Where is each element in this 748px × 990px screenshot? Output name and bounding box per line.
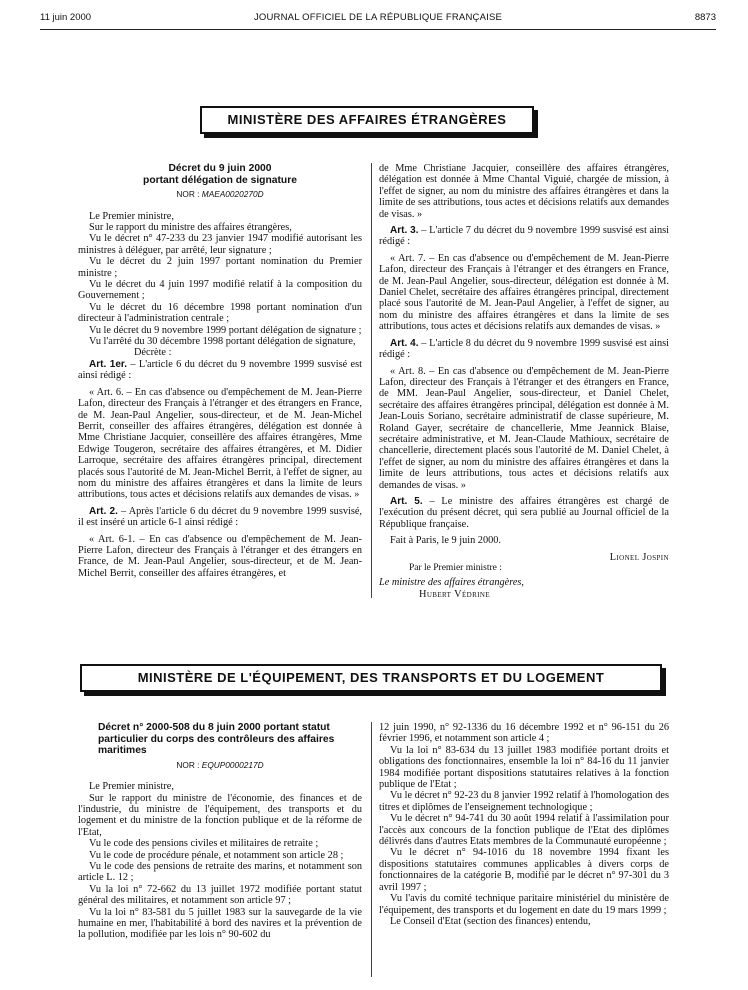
- article-2: [78, 506, 362, 529]
- page-number: 8873: [694, 12, 716, 23]
- running-header: [40, 12, 716, 26]
- paragraph: Vu le décret n° 92-23 du 8 janvier 1992 relatif à l'homologation des titres et diplômes de l'enseignement technologique ;: [379, 790, 669, 813]
- decrete-heading: Décrète :: [134, 347, 172, 359]
- paragraph: Vu l'arrêté du 30 décembre 1998 portant délégation de signature,: [89, 336, 356, 348]
- article-text: – L'article 7 du décret du 9 novembre 1999 susvisé est ainsi rédigé :: [379, 225, 669, 248]
- paragraph: Vu le décret du 9 novembre 1999 portant délégation de signature ;: [89, 324, 362, 336]
- minister-role: Le ministre des affaires étrangères,: [379, 577, 525, 589]
- paragraph: Vu le code des pensions de retraite des marins, et notamment son article L. 12 ;: [78, 861, 362, 884]
- decree-title-line: Décret n° 2000-508 du 8 juin 2000 portant statut: [98, 722, 330, 733]
- paragraph: Sur le rapport du ministre de l'économie, des finances et de l'industrie, du ministre de l'équipement, des transports et du logement et du ministre de la fonction publique et de la réforme de l'Etat,: [78, 792, 362, 838]
- paragraph: Le Premier ministre,: [89, 781, 174, 793]
- paragraph: Vu le décret n° 94-741 du 30 août 1994 relatif à l'assimilation pour l'accès aux concours de la fonction publique de l'Etat des diplômes délivrés dans d'autres Etats membres de la Communauté européenne ;: [379, 813, 669, 848]
- paragraph: Vu la loi n° 83-581 du 5 juillet 1983 sur la sauvegarde de la vie humaine en mer, l'habitabilité à bord des navires et la prévention de la pollution, modifiée par les lois n° 90-602 du: [78, 906, 362, 941]
- nor-reference: [78, 760, 362, 771]
- paragraph: Vu le décret n° 47-233 du 23 janvier 1947 modifié autorisant les ministres à déléguer, par arrêté, leur signature ;: [78, 233, 362, 256]
- signatory: Lionel Jospin: [609, 551, 669, 563]
- paragraph: Vu le décret n° 94-1016 du 18 novembre 1994 fixant les dispositions statutaires communes applicables à divers corps de fonctionnaires de la catégorie B, modifié par le décret n° 97-301 du 3 avril 1997 ;: [379, 847, 669, 893]
- paragraph: Vu le décret du 2 juin 1997 portant nomination du Premier ministre ;: [78, 256, 362, 279]
- article-quote: « Art. 7. – En cas d'absence ou d'empêchement de M. Jean-Pierre Lafon, directeur des Français à l'étranger et des étrangers en France, de M. Jean-Paul Angelier, sous-directeur, délégation est donnée à M. Daniel Chelet, secrétaire des affaires étrangères principal, directement placé sous l'autorité de M. Jean-Paul Angelier, à l'effet de signer, au nom du ministre des affaires étrangères et dans la limite de ses attributions, tous actes et décisions relatifs aux demandes de visas. »: [379, 252, 669, 333]
- header-rule: [40, 29, 716, 30]
- column-divider: [371, 722, 372, 977]
- decree-title: [78, 163, 362, 186]
- decree1-left-column: [78, 163, 362, 579]
- article-label: Art. 1er.: [89, 358, 128, 370]
- paragraph: 12 juin 1990, n° 92-1336 du 16 décembre 1992 et n° 96-151 du 26 février 1996, et notamment son article 4 ;: [379, 722, 669, 745]
- issue-date: 11 juin 2000: [40, 12, 92, 23]
- paragraph: de Mme Christiane Jacquier, conseillère des affaires étrangères, délégation est donnée à Mme Chantal Viguié, chargée de mission, à l'effet de signer, au nom du ministre des affaires étrangères et dans la limite de ses attributions, tous actes et décisions relatifs aux demandes de visas. »: [379, 163, 669, 220]
- article-text: – Après l'article 6 du décret du 9 novembre 1999 susvisé, il est inséré un article 6-1 ainsi rédigé :: [78, 505, 362, 529]
- nor-code: MAEA0020270D: [201, 189, 264, 200]
- article-text: – L'article 6 du décret du 9 novembre 1999 susvisé est ainsi rédigé :: [78, 358, 362, 382]
- paragraph: Vu le décret du 16 décembre 1998 portant nomination d'un directeur à l'administration centrale ;: [78, 301, 362, 325]
- paragraph: Le Conseil d'Etat (section des finances) entendu,: [390, 915, 591, 927]
- ministry-heading-foreign-affairs: [200, 106, 534, 134]
- decree2-left-column: [78, 722, 362, 941]
- nor-reference: [78, 189, 362, 200]
- nor-label: NOR :: [176, 189, 200, 200]
- decree-title-line: particulier du corps des contrôleurs des affaires: [98, 733, 335, 745]
- nor-code: EQUP0000217D: [201, 759, 264, 770]
- article-label: Art. 5.: [390, 495, 423, 507]
- article-1: [78, 359, 362, 382]
- article-quote: « Art. 6-1. – En cas d'absence ou d'empêchement de M. Jean-Pierre Lafon, directeur des Français à l'étranger et des étrangers en France, de M. Jean-Paul Angelier, sous-directeur, et de M. Jean-Michel Berrit, conseiller des affaires étrangères, et: [78, 533, 362, 579]
- decree2-right-column: [379, 722, 669, 927]
- column-divider: [371, 163, 372, 598]
- paragraph: Vu l'avis du comité technique paritaire ministériel du ministère de l'équipement, des transports et du logement en date du 19 mars 1999 ;: [379, 893, 669, 916]
- ministry-title: MINISTÈRE DE L'ÉQUIPEMENT, DES TRANSPORTS ET DU LOGEMENT: [137, 670, 605, 685]
- decree-title-line: Décret du 9 juin 2000: [168, 163, 272, 174]
- decree-title-line: maritimes: [98, 745, 147, 757]
- article-label: Art. 2.: [89, 505, 118, 517]
- article-text: – L'article 8 du décret du 9 novembre 1999 susvisé est ainsi rédigé :: [379, 337, 669, 361]
- nor-label: NOR :: [176, 759, 200, 770]
- article-5: [379, 496, 669, 530]
- article-quote: « Art. 6. – En cas d'absence ou d'empêchement de M. Jean-Pierre Lafon, directeur des Français à l'étranger et des étrangers en France, de M. Jean-Paul Angelier, sous-directeur, et de M. Jean-Michel Berrit, conseiller des affaires étrangères, délégation est donnée à Mme Christiane Jacquier, conseillère des affaires étrangères, Mme Edwige Tougeron, secrétaire des affaires étrangères, et M. Didier Larroque, secrétaire des affaires étrangères principal, directement placés sous l'autorité de M. Jean-Michel Berrit, à l'effet de signer, au nom du ministre des affaires étrangères et dans la limite de leurs attributions, tous actes et décisions relatifs aux demandes de visas. »: [78, 386, 362, 501]
- paragraph: Vu le code des pensions civiles et militaires de retraite ;: [89, 838, 319, 850]
- article-text: – Le ministre des affaires étrangères est chargé de l'exécution du présent décret, qui sera publié au Journal officiel de la République française.: [379, 495, 669, 530]
- paragraph: Vu le code de procédure pénale, et notamment son article 28 ;: [89, 849, 344, 861]
- paragraph: Vu la loi n° 83-634 du 13 juillet 1983 modifiée portant droits et obligations des fonctionnaires, ensemble la loi n° 84-16 du 11 janvier 1984 modifiée portant dispositions statutaires relatives à la fonction publique de l'Etat ;: [379, 744, 669, 791]
- journal-title: JOURNAL OFFICIEL DE LA RÉPUBLIQUE FRANÇAISE: [253, 12, 503, 23]
- article-4: [379, 338, 669, 361]
- decree-title: [78, 722, 362, 757]
- ministry-heading-equipment: [80, 664, 662, 692]
- ministry-title: MINISTÈRE DES AFFAIRES ÉTRANGÈRES: [227, 112, 507, 127]
- minister-name: Hubert Védrine: [419, 588, 491, 600]
- paragraph: Sur le rapport du ministre des affaires étrangères,: [89, 222, 292, 233]
- article-label: Art. 3.: [390, 225, 419, 237]
- decree-title-line: portant délégation de signature: [143, 174, 297, 186]
- article-label: Art. 4.: [390, 337, 419, 349]
- by-prime-minister: Par le Premier ministre :: [409, 563, 502, 573]
- paragraph: Vu la loi n° 72-662 du 13 juillet 1972 modifiée portant statut général des militaires, et notamment son article 97 ;: [78, 883, 362, 907]
- article-quote: « Art. 8. – En cas d'absence ou d'empêchement de M. Jean-Pierre Lafon, directeur des Français à l'étranger et des étrangers en France, de MM. Jean-Paul Angelier, sous-directeur, et Daniel Chelet, secrétaire des affaires étrangères principal, délégation est donnée à M. Jean-Louis Soriano, secrétaire administratif de classe supérieure, M. Roland Gayer, secrétaire de chancellerie, Mme Jeannick Blaise, secrétaire administrative, et M. Jean-Claude Mathioux, secrétaire de chancellerie, directement placés sous l'autorité de M. Daniel Chelet, à l'effet de signer, au nom du ministre des affaires étrangères et dans la limite de leurs attributions, tous actes et décisions relatifs aux demandes de visas. »: [379, 365, 669, 491]
- decree1-right-column: [379, 163, 669, 600]
- article-3: [379, 225, 669, 248]
- paragraph: Vu le décret du 4 juin 1997 modifié relatif à la composition du Gouvernement ;: [78, 279, 362, 302]
- done-at: Fait à Paris, le 9 juin 2000.: [390, 535, 501, 547]
- paragraph: Le Premier ministre,: [89, 210, 174, 222]
